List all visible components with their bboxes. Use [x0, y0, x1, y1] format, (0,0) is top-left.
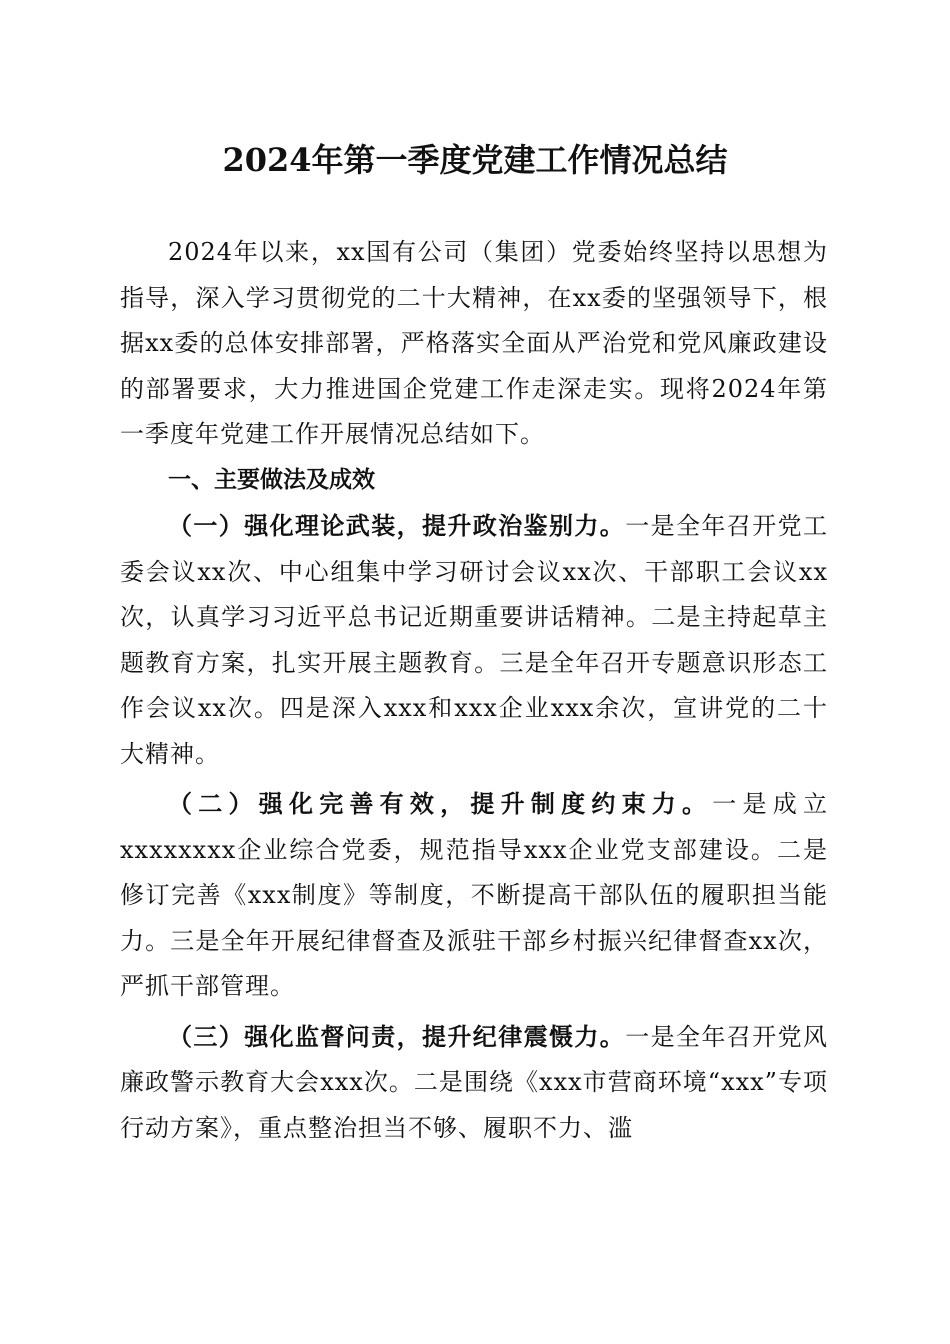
- document-body: [120, 230, 828, 1151]
- item-2-paragraph: [120, 781, 828, 1010]
- item-2-body: 一是成立xxxxxxxx企业综合党委，规范指导xxx企业党支部建设。二是修订完善《xxx制度》等制度，不断提高干部队伍的履职担当能力。三是全年开展纪律督查及派驻干部乡村振兴纪律督查xx次，严抓干部管理。: [120, 790, 829, 1000]
- item-1-paragraph: [120, 503, 828, 777]
- document-title: 2024年第一季度党建工作情况总结: [222, 141, 728, 179]
- intro-paragraph: 2024年以来，xx国有公司（集团）党委始终坚持以思想为指导，深入学习贯彻党的二十大精神，在xx委的坚强领导下，根据xx委的总体安排部署，严格落实全面从严治党和党风廉政建设的部署要求，大力推进国企党建工作走深走实。现将2024年第一季度年党建工作开展情况总结如下。: [120, 238, 828, 448]
- item-1-body: 一是全年召开党工委会议xx次、中心组集中学习研讨会议xx次、干部职工会议xx次，认真学习习近平总书记近期重要讲话精神。二是主持起草主题教育方案，扎实开展主题教育。三是全年召开专题意识形态工作会议xx次。四是深入xxx和xxx企业xxx余次，宣讲党的二十大精神。: [120, 512, 829, 768]
- section-heading: 一、主要做法及成效: [168, 466, 375, 493]
- item-3-paragraph: [120, 1014, 828, 1152]
- item-1-lead: （一）强化理论武装，提升政治鉴别力。: [168, 511, 626, 540]
- item-3-body: 一是全年召开党风廉政警示教育大会xxx次。二是围绕《xxx市营商环境“xxx”专项行动方案》，重点整治担当不够、履职不力、滥: [120, 1022, 829, 1142]
- item-3-lead: （三）强化监督问责，提升纪律震慑力。: [168, 1021, 626, 1051]
- item-2-lead: （二）强化完善有效，提升制度约束力。: [168, 789, 713, 818]
